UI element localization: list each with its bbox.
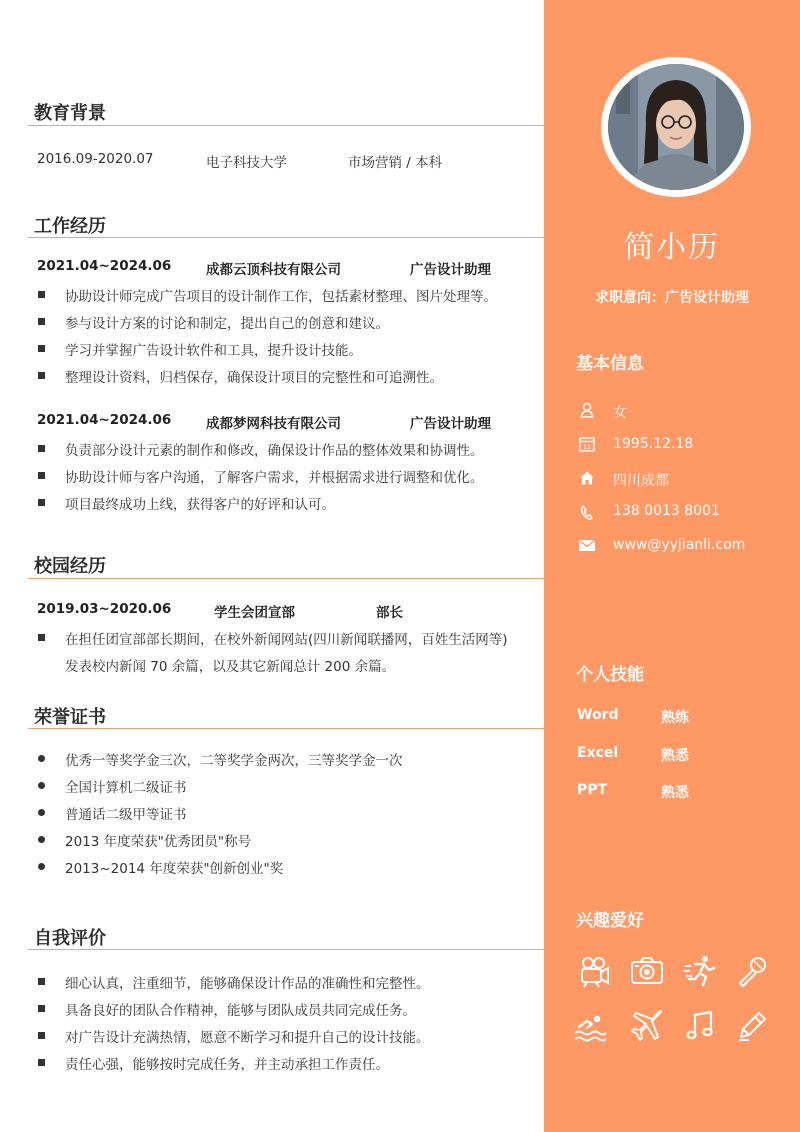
- bullet-square: [38, 345, 45, 352]
- bullet-square: [38, 318, 45, 325]
- location-value: 四川成都: [613, 473, 669, 489]
- home-icon: [578, 469, 596, 487]
- airplane-icon: [630, 1009, 664, 1043]
- birthday-value: 1995.12.18: [613, 436, 694, 452]
- skill-name: PPT: [577, 782, 608, 798]
- bullet-square: [38, 1005, 45, 1012]
- honor-item: 2013 年度荣获"优秀团员"称号: [65, 834, 252, 850]
- bullet-dot: [38, 863, 45, 870]
- honor-item: 普通话二级甲等证书: [65, 807, 187, 823]
- job-item: 协助设计师与客户沟通，了解客户需求，并根据需求进行调整和优化。: [65, 470, 484, 486]
- honors-title: 荣誉证书: [34, 707, 106, 728]
- job-period: 2021.04~2024.06: [37, 258, 172, 274]
- self-item: 具备良好的团队合作精神，能够与团队成员共同完成任务。: [65, 1003, 416, 1019]
- pencil-icon: [735, 1009, 769, 1043]
- video-camera-icon: [577, 954, 611, 988]
- bullet-square: [38, 1032, 45, 1039]
- bullet-square: [38, 291, 45, 298]
- job-item: 项目最终成功上线，获得客户的好评和认可。: [65, 497, 335, 513]
- skill-name: Word: [577, 707, 619, 723]
- honor-item: 优秀一等奖学金三次，二等奖学金两次，三等奖学金一次: [65, 753, 403, 769]
- skill-name: Excel: [577, 745, 619, 761]
- self-title: 自我评价: [34, 928, 106, 949]
- job-item: 参与设计方案的讨论和制定，提出自己的创意和建议。: [65, 316, 389, 332]
- job-item: 负责部分设计元素的制作和修改，确保设计作品的整体效果和协调性。: [65, 443, 484, 459]
- phone-icon: [578, 503, 596, 521]
- skill-level: 熟悉: [661, 748, 689, 764]
- bullet-square: [38, 472, 45, 479]
- education-major: 市场营销 / 本科: [348, 155, 443, 171]
- bullet-square: [38, 499, 45, 506]
- candidate-name: 简小历: [624, 230, 720, 265]
- education-period: 2016.09-2020.07: [37, 151, 154, 167]
- avatar: [608, 64, 744, 190]
- person-icon: [578, 401, 596, 419]
- education-school: 电子科技大学: [206, 155, 287, 171]
- email-value: www@yyjianli.com: [613, 537, 746, 553]
- campus-org: 学生会团宣部: [214, 605, 295, 621]
- education-title: 教育背景: [34, 103, 106, 124]
- job-period: 2021.04~2024.06: [37, 412, 172, 428]
- hobbies-title: 兴趣爱好: [576, 911, 644, 931]
- camera-icon: [630, 954, 664, 988]
- skills-title: 个人技能: [576, 665, 644, 685]
- running-icon: [683, 954, 717, 988]
- campus-role: 部长: [376, 605, 403, 621]
- gender-value: 女: [613, 405, 627, 421]
- microphone-icon: [735, 954, 769, 988]
- education-divider: [28, 125, 544, 126]
- campus-title: 校园经历: [34, 556, 106, 577]
- envelope-icon: [578, 536, 596, 554]
- svg-text:11: 11: [583, 444, 591, 451]
- self-item: 细心认真，注重细节，能够确保设计作品的准确性和完整性。: [65, 976, 430, 992]
- self-divider: [28, 949, 544, 950]
- honor-item: 全国计算机二级证书: [65, 780, 187, 796]
- job-position: 广告设计助理: [410, 416, 491, 432]
- job-item: 整理设计资料，归档保存，确保设计项目的完整性和可追溯性。: [65, 370, 443, 386]
- honors-divider: [28, 728, 544, 729]
- bullet-dot: [38, 809, 45, 816]
- job-intent: 求职意向：广告设计助理: [595, 290, 749, 306]
- calendar-icon: [578, 435, 596, 453]
- bullet-square: [38, 978, 45, 985]
- basic-info-title: 基本信息: [576, 354, 644, 374]
- self-item: 责任心强，能够按时完成任务，并主动承担工作责任。: [65, 1057, 389, 1073]
- bullet-dot: [38, 755, 45, 762]
- bullet-square: [38, 445, 45, 452]
- self-item: 对广告设计充满热情，愿意不断学习和提升自己的设计技能。: [65, 1030, 430, 1046]
- work-title: 工作经历: [34, 216, 106, 237]
- job-company: 成都云顶科技有限公司: [206, 262, 341, 278]
- phone-value: 138 0013 8001: [613, 503, 720, 519]
- honor-item: 2013~2014 年度荣获"创新创业"奖: [65, 861, 284, 877]
- bullet-square: [38, 372, 45, 379]
- campus-line: 发表校内新闻 70 余篇，以及其它新闻总计 200 余篇。: [65, 659, 396, 675]
- bullet-square: [38, 1059, 45, 1066]
- swimming-icon: [573, 1009, 607, 1043]
- work-divider: [28, 237, 544, 238]
- bullet-dot: [38, 782, 45, 789]
- music-note-icon: [683, 1009, 717, 1043]
- avatar-frame: [601, 57, 751, 197]
- campus-divider: [28, 578, 544, 579]
- bullet-square: [38, 634, 45, 641]
- campus-line: 在担任团宣部部长期间，在校外新闻网站(四川新闻联播网，百姓生活网等): [65, 632, 508, 648]
- job-company: 成都梦网科技有限公司: [206, 416, 341, 432]
- campus-period: 2019.03~2020.06: [37, 601, 172, 617]
- skill-level: 熟悉: [661, 785, 689, 801]
- job-item: 协助设计师完成广告项目的设计制作工作，包括素材整理、图片处理等。: [65, 289, 497, 305]
- skill-level: 熟练: [661, 710, 689, 726]
- bullet-dot: [38, 836, 45, 843]
- resume-sidebar: [544, 0, 800, 1132]
- job-position: 广告设计助理: [410, 262, 491, 278]
- job-item: 学习并掌握广告设计软件和工具，提升设计技能。: [65, 343, 362, 359]
